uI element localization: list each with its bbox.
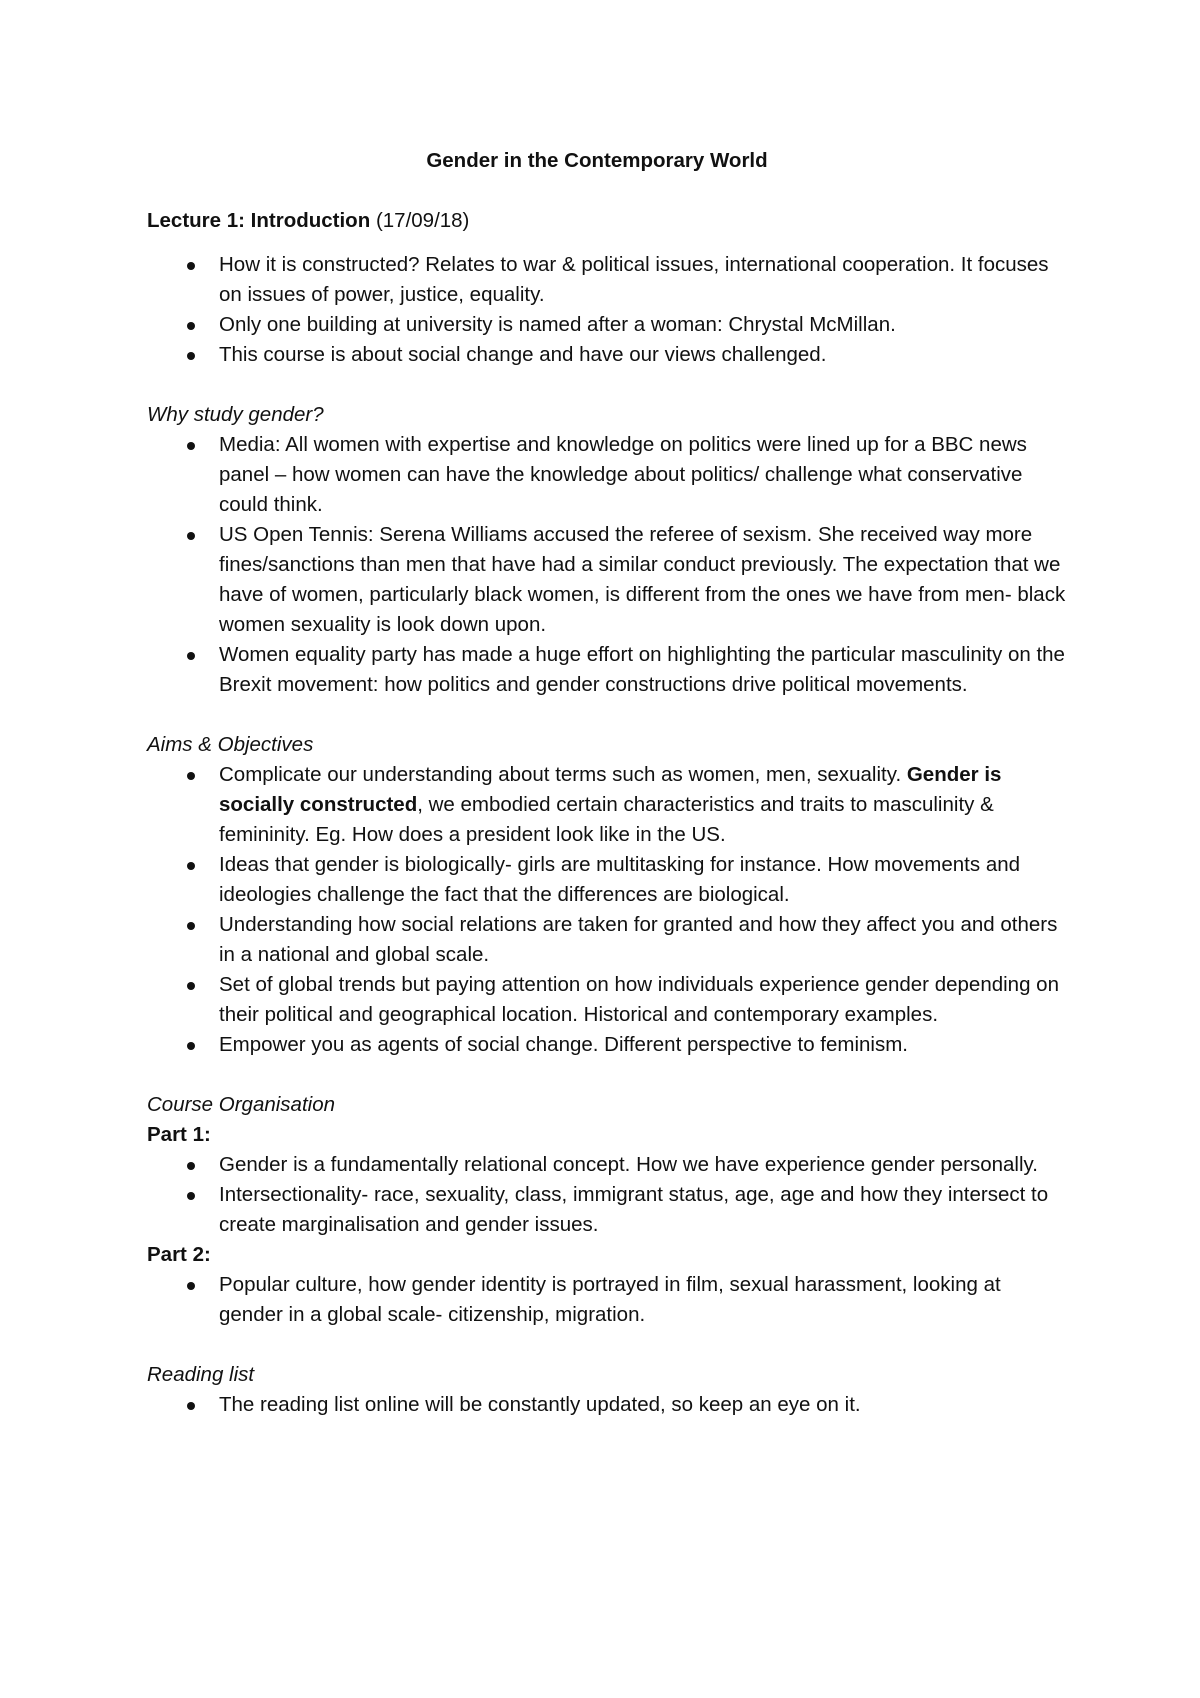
list-item <box>147 520 1067 640</box>
bullet-icon <box>187 442 195 450</box>
list-item-bold-text: Gender is socially constructed <box>219 763 1002 816</box>
lecture-label: Lecture 1: Introduction <box>147 209 371 232</box>
list-item-text: Only one building at university is named after a woman: Chrystal McMillan. <box>219 313 896 336</box>
list-item-text: Empower you as agents of social change. Different perspective to feminism. <box>219 1033 908 1056</box>
spacer <box>147 700 1067 730</box>
bullet-icon <box>187 322 195 330</box>
document-body <box>147 146 1067 1420</box>
list-item-text: Women equality party has made a huge effort on highlighting the particular masculinity on the Brexit movement: how politics and gender constructions drive political movements. <box>219 643 1065 696</box>
bullet-icon <box>187 772 195 780</box>
bullet-icon <box>187 862 195 870</box>
aims-heading: Aims & Objectives <box>147 733 314 756</box>
lecture-heading <box>147 206 1067 236</box>
bullet-icon <box>187 1402 195 1410</box>
bullet-icon <box>187 532 195 540</box>
list-item <box>147 1390 1067 1420</box>
list-item-text: Gender is a fundamentally relational concept. How we have experience gender personally. <box>219 1153 1038 1176</box>
reading-list-heading: Reading list <box>147 1363 255 1386</box>
spacer <box>147 1330 1067 1360</box>
list-item-text: This course is about social change and have our views challenged. <box>219 343 827 366</box>
list-item <box>147 1150 1067 1180</box>
list-item-text: Set of global trends but paying attention on how individuals experience gender depending on their political and geographical location. Historical and contemporary examples. <box>219 973 1059 1026</box>
list-item-text: Popular culture, how gender identity is portrayed in film, sexual harassment, looking at gender in a global scale- citizenship, migration. <box>219 1273 1001 1326</box>
list-item <box>147 1030 1067 1060</box>
list-item-text-before: Complicate our understanding about terms such as women, men, sexuality. <box>219 763 907 786</box>
spacer <box>147 370 1067 400</box>
part-2-heading: Part 2: <box>147 1243 211 1266</box>
part-1-list <box>147 1150 1067 1240</box>
list-item <box>147 970 1067 1030</box>
bullet-icon <box>187 1042 195 1050</box>
list-item-text: Ideas that gender is biologically- girls are multitasking for instance. How movements and ideologies challenge the fact that the differences are biological. <box>219 853 1021 906</box>
intro-list <box>147 250 1067 370</box>
bullet-icon <box>187 262 195 270</box>
document-title: Gender in the Contemporary World <box>426 149 768 172</box>
lecture-date: (17/09/18) <box>375 209 470 232</box>
course-organisation-heading: Course Organisation <box>147 1093 336 1116</box>
bullet-icon <box>187 1162 195 1170</box>
list-item <box>147 760 1067 850</box>
bullet-icon <box>187 1192 195 1200</box>
spacer <box>147 1060 1067 1090</box>
list-item-text: Understanding how social relations are taken for granted and how they affect you and others in a national and global scale. <box>219 913 1058 966</box>
list-item-text: Intersectionality- race, sexuality, class, immigrant status, age, age and how they intersect to create marginalisation and gender issues. <box>219 1183 1049 1236</box>
bullet-icon <box>187 1282 195 1290</box>
list-item-text: Media: All women with expertise and knowledge on politics were lined up for a BBC news panel – how women can have the knowledge about politics/ challenge what conservative could think. <box>219 433 1027 516</box>
list-item <box>147 1270 1067 1330</box>
list-item-text: US Open Tennis: Serena Williams accused the referee of sexism. She received way more fines/sanctions than men that have had a similar conduct previously. The expectation that we have of women, particularly black women, is different from the ones we have from men- black women sexuality is look down upon. <box>219 523 1066 636</box>
list-item <box>147 250 1067 310</box>
list-item <box>147 340 1067 370</box>
list-item <box>147 640 1067 700</box>
list-item <box>147 310 1067 340</box>
why-study-list <box>147 430 1067 700</box>
bullet-icon <box>187 982 195 990</box>
part-1-heading: Part 1: <box>147 1123 211 1146</box>
list-item-text: The reading list online will be constantly updated, so keep an eye on it. <box>219 1393 861 1416</box>
list-item <box>147 1180 1067 1240</box>
list-item <box>147 430 1067 520</box>
part-2-list <box>147 1270 1067 1330</box>
bullet-icon <box>187 352 195 360</box>
bullet-icon <box>187 922 195 930</box>
list-item <box>147 910 1067 970</box>
list-item-text-after: , we embodied certain characteristics and traits to masculinity & femininity. Eg. How does a president look like in the US. <box>219 793 994 846</box>
aims-list <box>147 760 1067 1060</box>
list-item-text: How it is constructed? Relates to war & political issues, international cooperation. It focuses on issues of power, justice, equality. <box>219 253 1049 306</box>
bullet-icon <box>187 652 195 660</box>
reading-list <box>147 1390 1067 1420</box>
why-study-heading: Why study gender? <box>147 403 324 426</box>
list-item <box>147 850 1067 910</box>
